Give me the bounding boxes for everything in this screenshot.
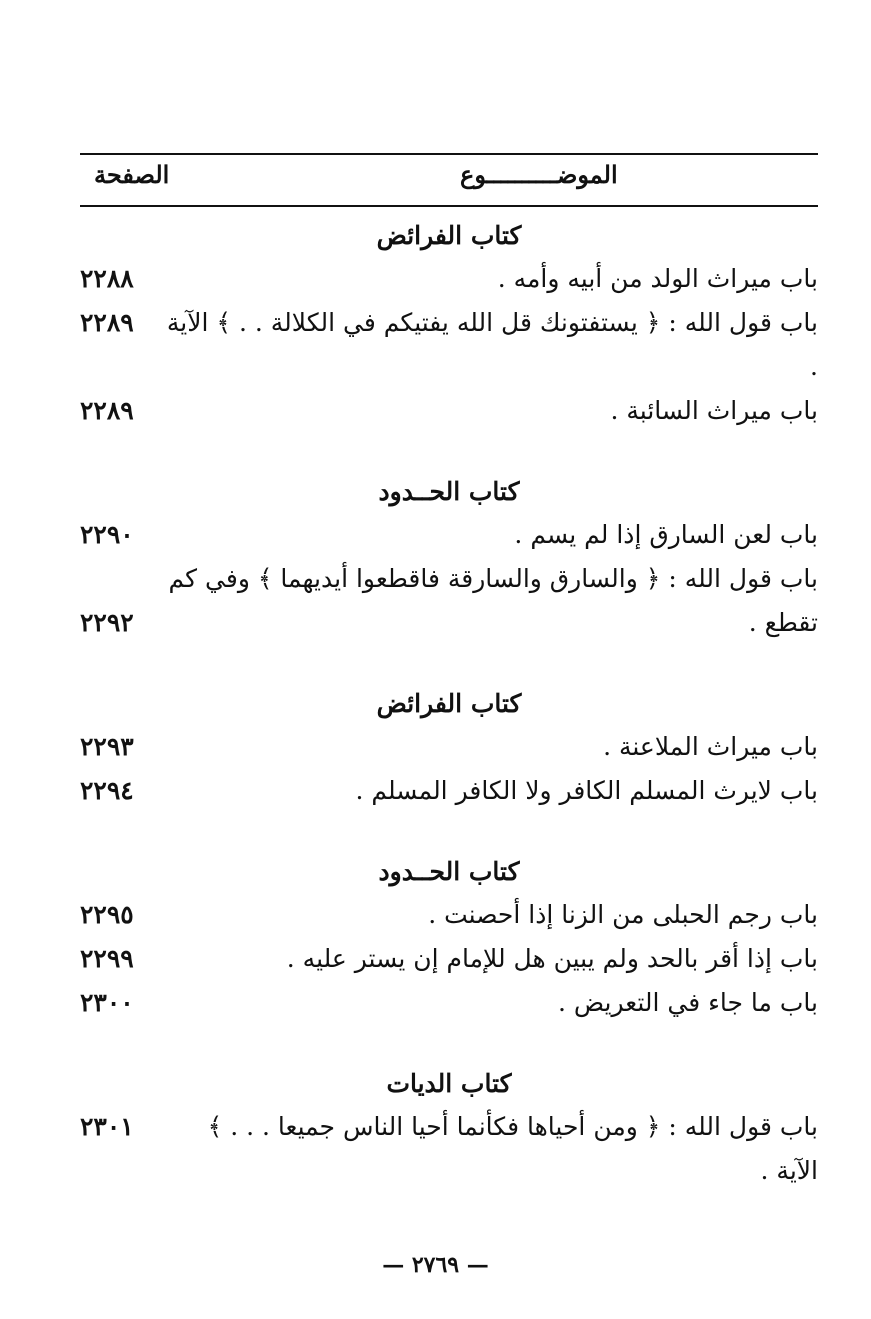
section-title: كتاب الحــدود	[378, 477, 520, 506]
page-number-footer: — ٢٧٦٩ —	[382, 1252, 489, 1278]
entry-title: باب قول الله : ﴿ ومن أحياها فكأنما أحيا الناس جميعا . . . ﴾ الآية .	[207, 1112, 818, 1185]
toc-entry	[80, 1105, 818, 1193]
entry-page-number: ٢٣٠٠	[80, 988, 134, 1017]
section-title: كتاب الفرائض	[376, 221, 522, 250]
entry-title: باب ميراث الولد من أبيه وأمه .	[497, 264, 818, 293]
toc-section	[80, 1063, 818, 1193]
toc-entry	[80, 557, 818, 645]
toc-entry	[80, 893, 818, 937]
header-top-rule	[80, 153, 818, 155]
header-bottom-rule	[80, 205, 818, 207]
entry-page-number: ٢٢٩٥	[80, 900, 134, 929]
toc-entry	[80, 301, 818, 389]
toc-entry	[80, 769, 818, 813]
toc-section	[80, 851, 818, 1025]
entry-title: باب قول الله : ﴿ والسارق والسارقة فاقطعوا أيديهما ﴾ وفي كم تقطع .	[168, 564, 818, 637]
entry-page-number: ٢٢٨٨	[80, 264, 134, 293]
toc-entry	[80, 513, 818, 557]
entry-title: باب لعن السارق إذا لم يسم .	[514, 520, 818, 549]
entry-title: باب قول الله : ﴿ يستفتونك قل الله يفتيكم في الكلالة . . ﴾ الآية .	[166, 308, 818, 381]
toc-entry	[80, 257, 818, 301]
entry-page-number: ٢٣٠١	[80, 1112, 134, 1141]
entry-page-number: ٢٢٨٩	[80, 308, 134, 337]
entry-page-number: ٢٢٩٤	[80, 776, 134, 805]
page-column-label: الصفحة	[94, 160, 170, 189]
toc-section	[80, 471, 818, 645]
table-header	[80, 160, 818, 196]
entry-title: باب ميراث الملاعنة .	[603, 732, 818, 761]
toc-content	[80, 215, 818, 1231]
topic-column-label: الموضــــــــــوع	[460, 160, 618, 189]
section-title: كتاب الحــدود	[378, 857, 520, 886]
toc-entry	[80, 981, 818, 1025]
entry-page-number: ٢٢٩٠	[80, 520, 134, 549]
entry-title: باب ميراث السائبة .	[610, 396, 818, 425]
toc-entry	[80, 725, 818, 769]
entry-title: باب إذا أقر بالحد ولم يبين هل للإمام إن يستر عليه .	[286, 944, 818, 973]
section-title: كتاب الديات	[386, 1069, 512, 1098]
toc-entry	[80, 389, 818, 433]
section-title: كتاب الفرائض	[376, 689, 522, 718]
entry-page-number: ٢٢٩٢	[80, 608, 134, 637]
entry-page-number: ٢٢٩٩	[80, 944, 134, 973]
entry-page-number: ٢٢٨٩	[80, 396, 134, 425]
entry-title: باب رجم الحبلى من الزنا إذا أحصنت .	[428, 900, 818, 929]
toc-entry	[80, 937, 818, 981]
entry-title: باب لايرث المسلم الكافر ولا الكافر المسلم .	[355, 776, 818, 805]
toc-section	[80, 215, 818, 433]
toc-section	[80, 683, 818, 813]
entry-page-number: ٢٢٩٣	[80, 732, 134, 761]
entry-title: باب ما جاء في التعريض .	[558, 988, 818, 1017]
